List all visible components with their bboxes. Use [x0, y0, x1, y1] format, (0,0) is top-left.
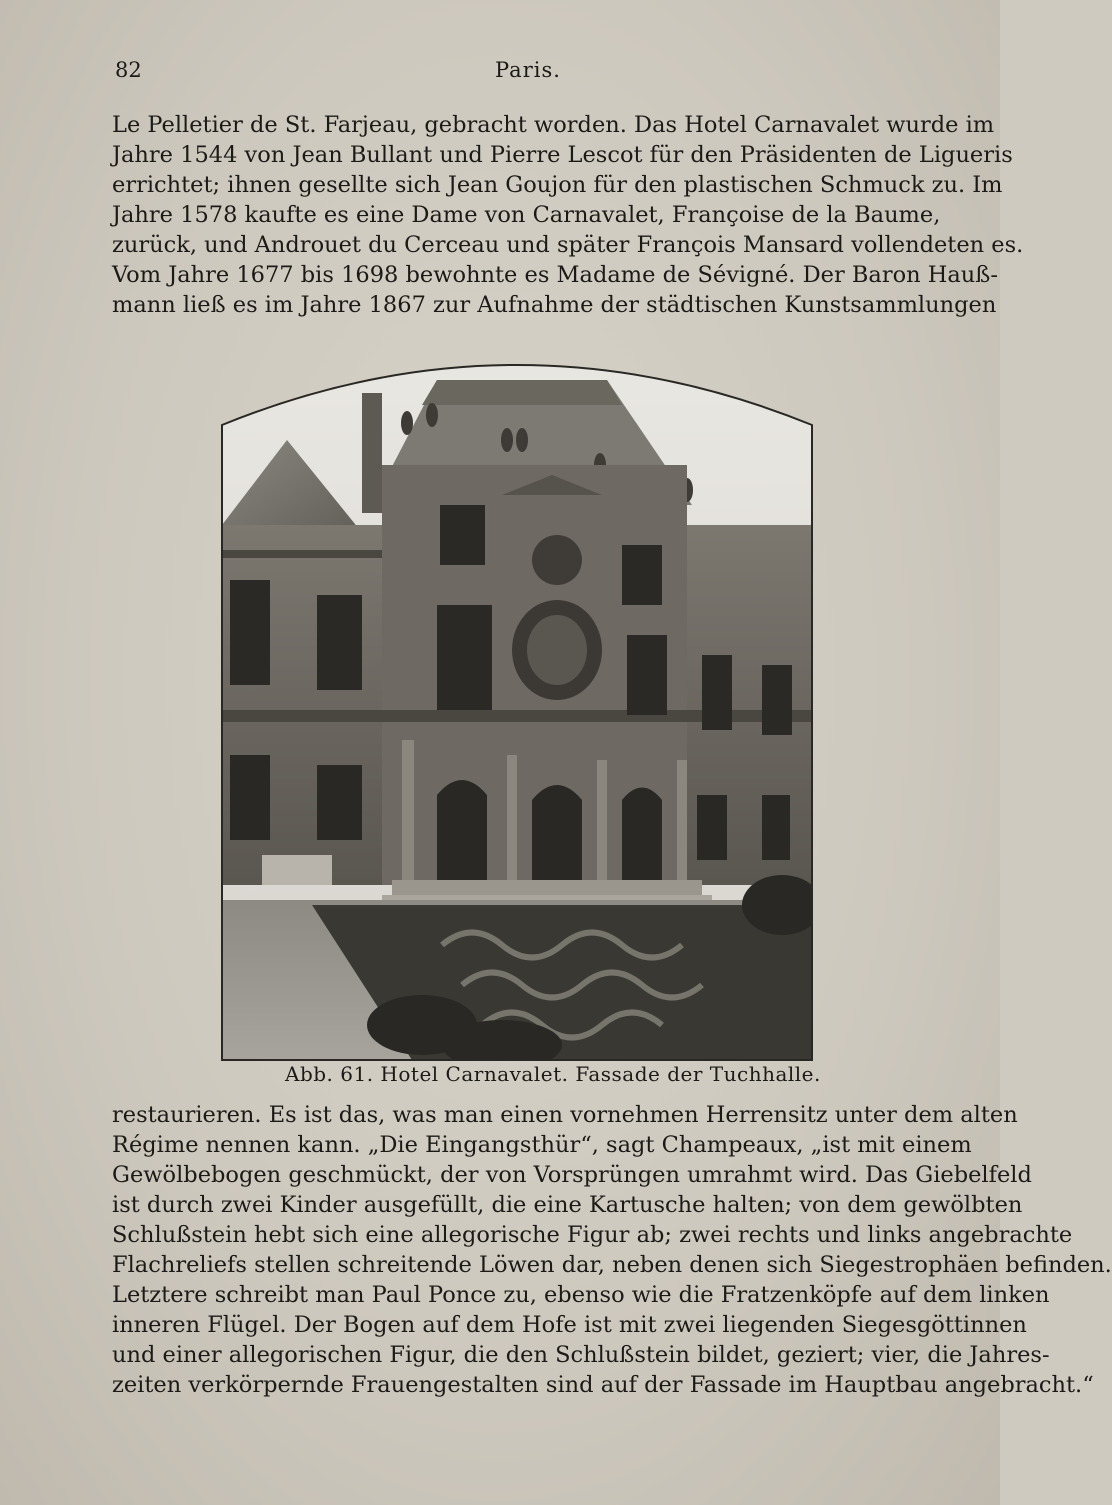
text-line: und einer allegorischen Figur, die den Schlußstein bildet, geziert; vier, die Jahres-	[112, 1342, 1050, 1368]
text-line: Letztere schreibt man Paul Ponce zu, ebenso wie die Fratzenköpfe auf dem linken	[112, 1282, 1050, 1308]
body-text-bottom	[112, 1100, 1112, 1400]
text-line: zeiten verkörpernde Frauengestalten sind auf der Fassade im Hauptbau angebracht.“	[112, 1372, 1094, 1398]
text-line: Flachreliefs stellen schreitende Löwen dar, neben denen sich Siegestrophäen befinden.	[112, 1252, 1112, 1278]
text-line: Jahre 1544 von Jean Bullant und Pierre Lescot für den Präsidenten de Ligueris	[112, 142, 1013, 168]
text-line: Vom Jahre 1677 bis 1698 bewohnte es Madame de Sévigné. Der Baron Hauß-	[112, 262, 998, 288]
text-line: Gewölbebogen geschmückt, der von Vorsprüngen umrahmt wird. Das Giebelfeld	[112, 1162, 1032, 1188]
text-line: ist durch zwei Kinder ausgefüllt, die eine Kartusche halten; von dem gewölbten	[112, 1192, 1023, 1218]
body-text-top	[112, 110, 1024, 320]
page-header	[115, 58, 935, 88]
figure-photograph	[222, 345, 812, 1060]
text-line: Jahre 1578 kaufte es eine Dame von Carnavalet, Françoise de la Baume,	[112, 202, 941, 228]
text-line: inneren Flügel. Der Bogen auf dem Hofe ist mit zwei liegenden Siegesgöttinnen	[112, 1312, 1027, 1338]
text-line: zurück, und Androuet du Cerceau und später François Mansard vollendeten es.	[112, 232, 1024, 258]
text-line: Schlußstein hebt sich eine allegorische Figur ab; zwei rechts und links angebrachte	[112, 1222, 1073, 1248]
page-number: 82	[115, 58, 142, 82]
text-line: restaurieren. Es ist das, was man einen vornehmen Herrensitz unter dem alten	[112, 1102, 1018, 1128]
text-line: errichtet; ihnen gesellte sich Jean Goujon für den plastischen Schmuck zu. Im	[112, 172, 1003, 198]
hotel-carnavalet-photo	[222, 345, 812, 1060]
text-line: Le Pelletier de St. Farjeau, gebracht worden. Das Hotel Carnavalet wurde im	[112, 112, 995, 138]
text-line: mann ließ es im Jahre 1867 zur Aufnahme der städtischen Kunstsammlungen	[112, 292, 997, 318]
text-line: Régime nennen kann. „Die Eingangsthür“, sagt Champeaux, „ist mit einem	[112, 1132, 972, 1158]
figure-caption: Abb. 61. Hotel Carnavalet. Fassade der Tuchhalle.	[285, 1062, 821, 1086]
running-head: Paris.	[495, 58, 561, 82]
